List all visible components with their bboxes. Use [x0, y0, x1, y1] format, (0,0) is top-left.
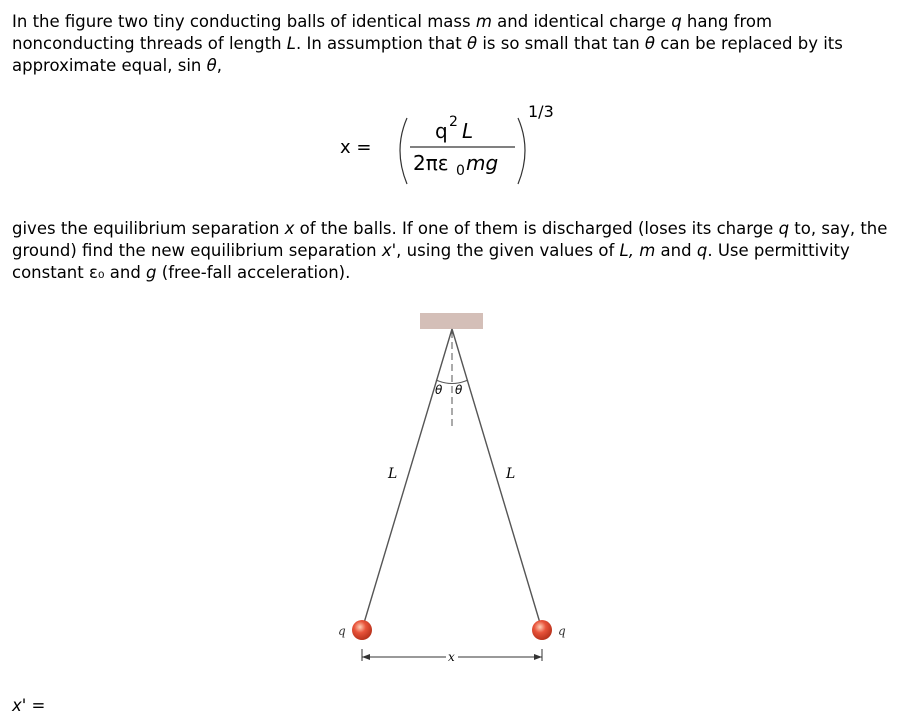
- text: and: [655, 241, 697, 260]
- label-L-right: L: [506, 466, 516, 482]
- left-thread: [364, 329, 452, 623]
- left-ball: [352, 620, 372, 640]
- var-theta: θ: [466, 34, 478, 53]
- ceiling-support: [420, 313, 483, 329]
- label-x: x: [448, 650, 455, 664]
- var-q: q: [696, 241, 708, 260]
- var-theta: θ: [644, 34, 656, 53]
- problem-paragraph-2: [12, 218, 892, 284]
- var-q: q: [671, 12, 682, 31]
- separation-equation: [335, 98, 575, 198]
- var-theta: θ: [206, 56, 217, 75]
- text: is so small that tan: [477, 34, 645, 53]
- numerator-L: L: [462, 119, 474, 143]
- answer-row: [12, 695, 261, 716]
- theta-right: θ: [455, 383, 463, 397]
- equation-lhs: x =: [340, 137, 372, 158]
- text: ,: [216, 56, 222, 75]
- pendulum-figure: [330, 305, 580, 675]
- text: to, say, the ground) find the new equilibrium separation: [12, 219, 888, 260]
- text: gives the equilibrium separation: [12, 219, 285, 238]
- denominator: 2πε: [413, 151, 449, 175]
- dim-arrow-right: [534, 654, 542, 660]
- text: (free-fall acceleration).: [156, 263, 351, 282]
- problem-paragraph-1: [12, 11, 892, 77]
- right-thread: [452, 329, 540, 623]
- left-paren: [400, 118, 407, 184]
- text: In the figure two tiny conducting balls of identical mass: [12, 12, 476, 31]
- right-paren: [518, 118, 525, 184]
- label-q-left: q: [338, 624, 346, 638]
- dim-arrow-left: [362, 654, 370, 660]
- text: . In assumption that: [295, 34, 467, 53]
- var-L: L,: [619, 241, 634, 260]
- text: . Use permittivity constant ε₀ and: [12, 241, 850, 282]
- text: of the balls. If one of them is discharged (loses its charge: [294, 219, 779, 238]
- var-m: m: [639, 241, 656, 260]
- var-L: L: [286, 34, 296, 53]
- denominator-sub: 0: [456, 163, 465, 179]
- equation-svg: [335, 98, 575, 198]
- text: can be replaced by its approximate equal, sin: [12, 34, 843, 75]
- answer-label: x' =: [12, 696, 46, 715]
- var-x-prime: x': [381, 241, 397, 260]
- theta-left: θ: [435, 383, 443, 397]
- text: , using the given values of: [396, 241, 620, 260]
- var-x: x: [284, 219, 295, 238]
- var-m: m: [475, 12, 492, 31]
- var-g: g: [146, 263, 157, 282]
- numerator-exp: 2: [449, 114, 458, 130]
- numerator-q: q: [435, 119, 448, 143]
- answer-input[interactable]: [57, 695, 261, 716]
- label-L-left: L: [388, 466, 398, 482]
- label-q-right: q: [558, 624, 566, 638]
- pendulum-svg: [330, 305, 580, 675]
- exponent: 1/3: [528, 102, 554, 121]
- right-ball: [532, 620, 552, 640]
- text: hang from nonconducting threads of length: [12, 12, 773, 53]
- text: and identical charge: [491, 12, 672, 31]
- var-q: q: [778, 219, 790, 238]
- denominator-tail: mg: [466, 151, 499, 175]
